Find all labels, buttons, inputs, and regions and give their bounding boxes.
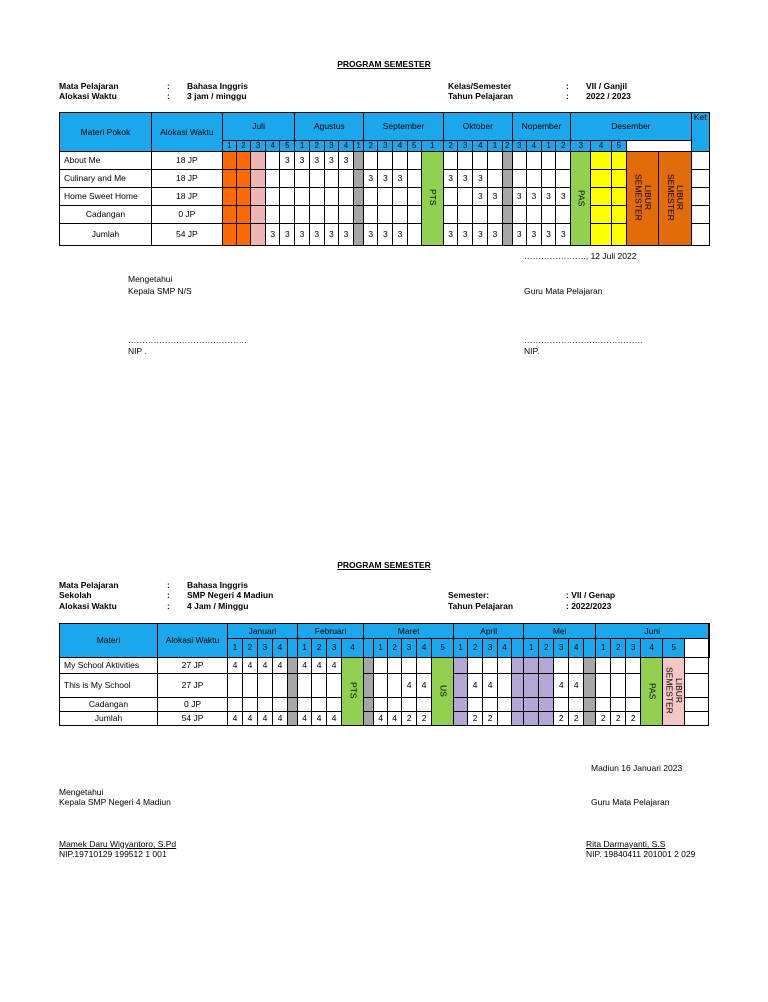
week-number: 2	[243, 639, 258, 658]
row-alokasi: 54 JP	[158, 712, 228, 726]
pas-label: PAS	[576, 189, 587, 206]
week-number: 5	[663, 639, 685, 658]
doc2-value-semester: : VII / Genap	[566, 590, 616, 600]
doc1-header-ket: Ket	[691, 113, 709, 152]
doc2-month-mei: Mei	[524, 624, 596, 639]
doc1-month-juli: Juli	[222, 113, 295, 141]
doc2-value-sekolah: SMP Negeri 4 Madiun	[187, 590, 274, 600]
doc2-month-juni: Juni	[596, 624, 709, 639]
cell: 3	[324, 152, 338, 170]
cell: 3	[556, 224, 571, 246]
doc2-value-mapel: Bahasa Inggris	[187, 580, 248, 590]
cell: 3	[295, 152, 309, 170]
doc1-value-tahun: 2022 / 2023	[586, 91, 631, 101]
table-row	[60, 224, 710, 246]
week-number	[512, 639, 524, 658]
week-number: 2	[236, 141, 250, 152]
doc1-sign-right: ……………………………………	[524, 335, 643, 345]
cell: 3	[309, 152, 324, 170]
doc2-kepala-name: Mamek Daru Wigyantoro, S.Pd	[59, 839, 177, 849]
table-row: My School Aktivities 27 JP 4 4 4 4 4 4 4 PTS US PAS LIBUR SEMESTER	[60, 658, 710, 674]
cell: 3	[512, 224, 526, 246]
doc2-header-materi: Materi	[60, 624, 158, 658]
libur-cell	[663, 658, 685, 726]
doc1-nip-right: NIP.	[524, 346, 540, 356]
week-number: 2	[443, 141, 457, 152]
week-number: 1	[488, 141, 502, 152]
week-number: 5	[432, 639, 454, 658]
cell: 3	[443, 170, 457, 188]
doc2-colon: :	[167, 601, 170, 611]
doc2-title: PROGRAM SEMESTER	[337, 560, 431, 570]
doc1-colon: :	[566, 81, 569, 91]
cell: 3	[473, 224, 488, 246]
pts-label: PTS	[348, 682, 359, 700]
week-number: 3	[378, 141, 393, 152]
week-number: 4	[393, 141, 407, 152]
doc1-sign-left: ……………………………………	[128, 335, 247, 345]
doc2-schedule-table	[59, 623, 710, 726]
doc1-kepala: Kepala SMP N/S	[128, 286, 192, 296]
libur-label: LIBUR SEMESTER	[633, 174, 653, 222]
pts-cell	[421, 152, 443, 246]
cell: 3	[364, 170, 378, 188]
doc2-guru-nip: NIP. 19840411 201001 2 029	[586, 849, 696, 859]
table-row	[60, 206, 710, 224]
week-number	[364, 639, 374, 658]
cell: 3	[280, 152, 295, 170]
week-number: 4	[473, 141, 488, 152]
doc2-guru: Guru Mata Pelajaran	[591, 797, 670, 807]
week-number: 2	[502, 141, 512, 152]
week-number: 2	[468, 639, 483, 658]
row-alokasi: 27 JP	[158, 658, 228, 674]
doc1-guru: Guru Mata Pelajaran	[524, 286, 603, 296]
cell: 3	[556, 188, 571, 206]
cell: 3	[364, 224, 378, 246]
table-row: This is My School 27 JP 4 4 4 4 4 4	[60, 674, 710, 698]
cell: 3	[393, 224, 407, 246]
doc1-month-desember: Desember	[571, 113, 691, 141]
row-materi: About Me	[60, 152, 152, 170]
pas-cell	[571, 152, 591, 246]
doc1-month-september: September	[364, 113, 444, 141]
doc2-mengetahui: Mengetahui	[59, 787, 104, 797]
cell: 3	[338, 224, 353, 246]
week-number: 1	[596, 639, 611, 658]
cell: 3	[473, 170, 488, 188]
doc2-colon: :	[167, 580, 170, 590]
doc1-date: …………………., 12 Juli 2022	[524, 251, 637, 261]
week-number: 2	[312, 639, 327, 658]
cell: 3	[458, 170, 473, 188]
doc1-month-agustus: Agustus	[295, 113, 364, 141]
week-number: 1	[541, 141, 555, 152]
row-alokasi: 0 JP	[158, 698, 228, 712]
doc2-label-mapel: Mata Pelajaran	[59, 580, 119, 590]
doc2-value-tahun: : 2022/2023	[566, 601, 612, 611]
week-number: 4	[641, 639, 663, 658]
pas-cell	[641, 658, 663, 726]
doc2-month-maret: Maret	[364, 624, 454, 639]
week-number: 2	[539, 639, 554, 658]
doc2-label-tahun: Tahun Pelajaran	[448, 601, 514, 611]
pts-label: PTS	[428, 189, 439, 207]
week-number: 3	[324, 141, 338, 152]
cell: 3	[512, 188, 526, 206]
doc1-label-tahun: Tahun Pelajaran	[448, 91, 514, 101]
row-materi: Jumlah	[60, 224, 152, 246]
row-materi: Culinary and Me	[60, 170, 152, 188]
week-number: 3	[571, 141, 591, 152]
doc1-mengetahui: Mengetahui	[128, 274, 173, 284]
doc1-header-alokasi: Alokasi Waktu	[151, 113, 222, 152]
doc1-month-nopember: Nopember	[512, 113, 571, 141]
doc2-month-april: April	[454, 624, 524, 639]
cell: 3	[266, 224, 280, 246]
row-alokasi: 18 JP	[151, 170, 222, 188]
week-number: 3	[327, 639, 342, 658]
week-number: 1	[222, 141, 236, 152]
doc1-label-kelas: Kelas/Semester	[448, 81, 512, 91]
libur-cell	[659, 152, 691, 246]
week-number: 1	[298, 639, 312, 658]
week-number: 1	[454, 639, 468, 658]
doc2-month-februari: Februari	[298, 624, 364, 639]
doc2-header-alokasi: Alokasi Waktu	[158, 624, 228, 658]
table-row	[60, 170, 710, 188]
cell: 3	[309, 224, 324, 246]
row-materi: Cadangan	[60, 698, 158, 712]
week-number: 4	[338, 141, 353, 152]
pas-label: PAS	[647, 682, 658, 699]
cell: 3	[295, 224, 309, 246]
cell: 3	[473, 188, 488, 206]
doc2-month-januari: Januari	[228, 624, 298, 639]
row-materi: My School Aktivities	[60, 658, 158, 674]
doc1-colon: :	[167, 91, 170, 101]
cell: 3	[541, 224, 555, 246]
week-number: 1	[295, 141, 309, 152]
week-number: 3	[251, 141, 266, 152]
cell: 3	[280, 224, 295, 246]
cell: 3	[393, 170, 407, 188]
week-number	[584, 639, 596, 658]
libur-label: LIBUR SEMESTER	[665, 174, 686, 222]
week-number: 5	[280, 141, 295, 152]
doc2-label-alokasi: Alokasi Waktu	[59, 601, 117, 611]
doc2-colon: :	[167, 590, 170, 600]
week-number: 4	[273, 639, 288, 658]
doc2-kepala: Kepala SMP Negeri 4 Madiun	[59, 797, 171, 807]
cell: 3	[324, 224, 338, 246]
week-number: 4	[591, 141, 611, 152]
week-number: 1	[374, 639, 388, 658]
week-number: 3	[512, 141, 526, 152]
cell: 3	[338, 152, 353, 170]
doc1-header-materi: Materi Pokok	[60, 113, 152, 152]
week-number: 2	[611, 639, 626, 658]
row-materi: Jumlah	[60, 712, 158, 726]
week-number: 1	[354, 141, 364, 152]
row-materi: Home Sweet Home	[60, 188, 152, 206]
week-number: 3	[626, 639, 641, 658]
doc2-guru-name: Rita Darmayanti, S.S	[586, 839, 666, 849]
doc2-label-sekolah: Sekolah	[59, 590, 92, 600]
week-number: 3	[458, 141, 473, 152]
week-number: 1	[524, 639, 539, 658]
doc1-month-oktober: Oktober	[443, 113, 512, 141]
row-alokasi: 27 JP	[158, 674, 228, 698]
week-number: 4	[266, 141, 280, 152]
doc1-value-alokasi: 3 jam / minggu	[187, 91, 247, 101]
cell: 3	[526, 188, 541, 206]
week-number: 4	[569, 639, 584, 658]
doc1-colon: :	[167, 81, 170, 91]
week-number: 5	[611, 141, 626, 152]
cell: 3	[526, 224, 541, 246]
doc1-title: PROGRAM SEMESTER	[337, 59, 431, 69]
cell: 3	[488, 188, 502, 206]
cell: 3	[378, 224, 393, 246]
table-row: Jumlah 54 JP 4 4 4 4 4 4 4 4 4 2 2 2 2 2 2 2 2 2	[60, 712, 710, 726]
cell: 3	[378, 170, 393, 188]
week-number: 4	[498, 639, 512, 658]
row-alokasi: 18 JP	[151, 188, 222, 206]
doc2-value-alokasi: 4 Jam / Minggu	[187, 601, 249, 611]
doc1-label-mapel: Mata Pelajaran	[59, 81, 119, 91]
pts-cell	[342, 658, 364, 726]
row-alokasi: 0 JP	[151, 206, 222, 224]
week-number: 4	[342, 639, 364, 658]
libur-cell	[626, 152, 658, 246]
week-number: 4	[417, 639, 432, 658]
table-row	[60, 188, 710, 206]
cell: 3	[458, 224, 473, 246]
row-materi: Cadangan	[60, 206, 152, 224]
doc1-colon: :	[566, 91, 569, 101]
doc1-value-mapel: Bahasa Inggris	[187, 81, 248, 91]
row-materi: This is My School	[60, 674, 158, 698]
doc1-nip-left: NIP .	[128, 346, 147, 356]
week-number	[288, 639, 298, 658]
doc1-label-alokasi: Alokasi Waktu	[59, 91, 117, 101]
week-number: 3	[483, 639, 498, 658]
week-number: 1	[228, 639, 243, 658]
cell: 3	[488, 224, 502, 246]
week-number: 3	[258, 639, 273, 658]
doc2-kepala-nip: NIP.19710129 199512 1 001	[59, 849, 167, 859]
week-number: 3	[402, 639, 417, 658]
week-number: 2	[309, 141, 324, 152]
row-alokasi: 54 JP	[151, 224, 222, 246]
week-number: 2	[364, 141, 378, 152]
doc2-header-ket	[709, 624, 710, 658]
cell: 3	[443, 224, 457, 246]
week-number: 5	[407, 141, 421, 152]
us-label: US	[438, 684, 449, 697]
us-cell	[432, 658, 454, 726]
doc1-value-kelas: VII / Ganjil	[586, 81, 628, 91]
week-number: 2	[556, 141, 571, 152]
week-number: 2	[388, 639, 402, 658]
doc1-schedule-table	[59, 112, 710, 246]
row-alokasi: 18 JP	[151, 152, 222, 170]
doc2-label-semester: Semester:	[448, 590, 490, 600]
week-number: 3	[554, 639, 569, 658]
doc2-date: Madiun 16 Januari 2023	[591, 763, 683, 773]
week-number: 1	[421, 141, 443, 152]
libur-label: LIBUR SEMESTER	[664, 667, 685, 715]
table-row	[60, 698, 710, 712]
cell: 3	[541, 188, 555, 206]
week-number: 4	[526, 141, 541, 152]
table-row	[60, 152, 710, 170]
